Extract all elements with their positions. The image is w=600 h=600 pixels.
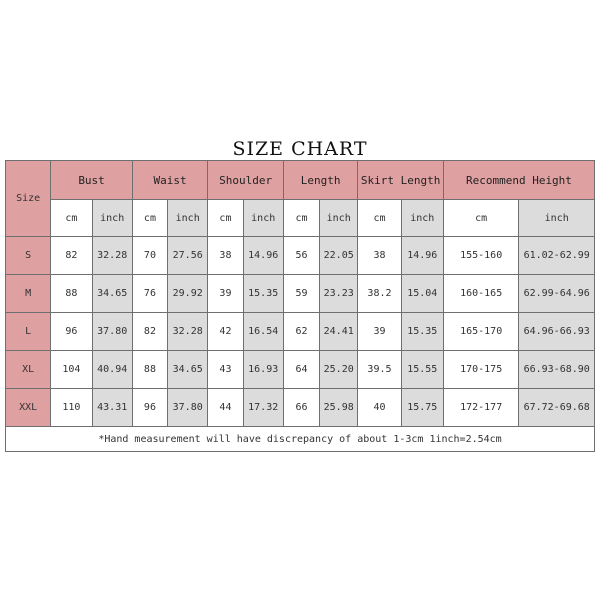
height-inch: 67.72-69.68: [519, 389, 595, 427]
unit-cm: cm: [208, 200, 243, 237]
table-row: [6, 389, 595, 427]
table-row: [6, 275, 595, 313]
waist-cm: 88: [132, 351, 167, 389]
table-row: [6, 351, 595, 389]
length-cm: 62: [283, 313, 319, 351]
unit-inch: inch: [243, 200, 283, 237]
height-cm: 172-177: [443, 389, 519, 427]
size-chart-body: [6, 161, 595, 452]
skirt-length-cm: 38.2: [358, 275, 401, 313]
page-title: SIZE CHART: [232, 138, 368, 160]
length-cm: 66: [283, 389, 319, 427]
skirt-length-cm: 39.5: [358, 351, 401, 389]
length-cm: 64: [283, 351, 319, 389]
height-inch: 62.99-64.96: [519, 275, 595, 313]
bust-inch: 37.80: [92, 313, 132, 351]
length-cm: 56: [283, 237, 319, 275]
note-row: [6, 427, 595, 452]
group-waist: Waist: [132, 161, 208, 200]
waist-cm: 76: [132, 275, 167, 313]
shoulder-cm: 38: [208, 237, 243, 275]
skirt-length-cm: 39: [358, 313, 401, 351]
skirt-length-cm: 40: [358, 389, 401, 427]
height-cm: 155-160: [443, 237, 519, 275]
table-row: [6, 237, 595, 275]
measurement-note: *Hand measurement will have discrepancy of about 1-3cm 1inch=2.54cm: [6, 427, 595, 452]
bust-inch: 32.28: [92, 237, 132, 275]
unit-inch: inch: [168, 200, 208, 237]
length-cm: 59: [283, 275, 319, 313]
bust-cm: 88: [51, 275, 92, 313]
group-bust: Bust: [51, 161, 133, 200]
skirt-length-inch: 15.55: [401, 351, 443, 389]
length-inch: 23.23: [320, 275, 358, 313]
bust-inch: 40.94: [92, 351, 132, 389]
waist-inch: 27.56: [168, 237, 208, 275]
bust-cm: 104: [51, 351, 92, 389]
table-row: [6, 313, 595, 351]
shoulder-inch: 17.32: [243, 389, 283, 427]
skirt-length-inch: 15.75: [401, 389, 443, 427]
waist-inch: 34.65: [168, 351, 208, 389]
size-label: M: [6, 275, 51, 313]
height-cm: 170-175: [443, 351, 519, 389]
shoulder-cm: 44: [208, 389, 243, 427]
shoulder-inch: 16.93: [243, 351, 283, 389]
size-label: L: [6, 313, 51, 351]
group-header-row: [6, 161, 595, 200]
waist-cm: 70: [132, 237, 167, 275]
bust-cm: 96: [51, 313, 92, 351]
length-inch: 22.05: [320, 237, 358, 275]
unit-inch: inch: [401, 200, 443, 237]
shoulder-inch: 16.54: [243, 313, 283, 351]
shoulder-inch: 15.35: [243, 275, 283, 313]
bust-cm: 110: [51, 389, 92, 427]
waist-inch: 37.80: [168, 389, 208, 427]
height-cm: 160-165: [443, 275, 519, 313]
group-skirt-length: Skirt Length: [358, 161, 444, 200]
length-inch: 25.98: [320, 389, 358, 427]
skirt-length-inch: 15.35: [401, 313, 443, 351]
group-recommend-height: Recommend Height: [443, 161, 594, 200]
unit-inch: inch: [92, 200, 132, 237]
shoulder-inch: 14.96: [243, 237, 283, 275]
shoulder-cm: 43: [208, 351, 243, 389]
height-inch: 66.93-68.90: [519, 351, 595, 389]
skirt-length-inch: 15.04: [401, 275, 443, 313]
height-cm: 165-170: [443, 313, 519, 351]
unit-cm: cm: [443, 200, 519, 237]
unit-cm: cm: [358, 200, 401, 237]
waist-cm: 82: [132, 313, 167, 351]
height-inch: 64.96-66.93: [519, 313, 595, 351]
size-label: XXL: [6, 389, 51, 427]
unit-cm: cm: [283, 200, 319, 237]
height-inch: 61.02-62.99: [519, 237, 595, 275]
size-chart-table: [5, 160, 595, 452]
size-label: S: [6, 237, 51, 275]
bust-inch: 43.31: [92, 389, 132, 427]
skirt-length-inch: 14.96: [401, 237, 443, 275]
waist-inch: 29.92: [168, 275, 208, 313]
bust-inch: 34.65: [92, 275, 132, 313]
waist-inch: 32.28: [168, 313, 208, 351]
unit-header-row: [6, 200, 595, 237]
shoulder-cm: 42: [208, 313, 243, 351]
size-label: XL: [6, 351, 51, 389]
group-length: Length: [283, 161, 357, 200]
bust-cm: 82: [51, 237, 92, 275]
waist-cm: 96: [132, 389, 167, 427]
skirt-length-cm: 38: [358, 237, 401, 275]
unit-cm: cm: [51, 200, 92, 237]
unit-inch: inch: [320, 200, 358, 237]
size-header: Size: [6, 161, 51, 237]
shoulder-cm: 39: [208, 275, 243, 313]
length-inch: 25.20: [320, 351, 358, 389]
length-inch: 24.41: [320, 313, 358, 351]
group-shoulder: Shoulder: [208, 161, 284, 200]
unit-cm: cm: [132, 200, 167, 237]
unit-inch: inch: [519, 200, 595, 237]
